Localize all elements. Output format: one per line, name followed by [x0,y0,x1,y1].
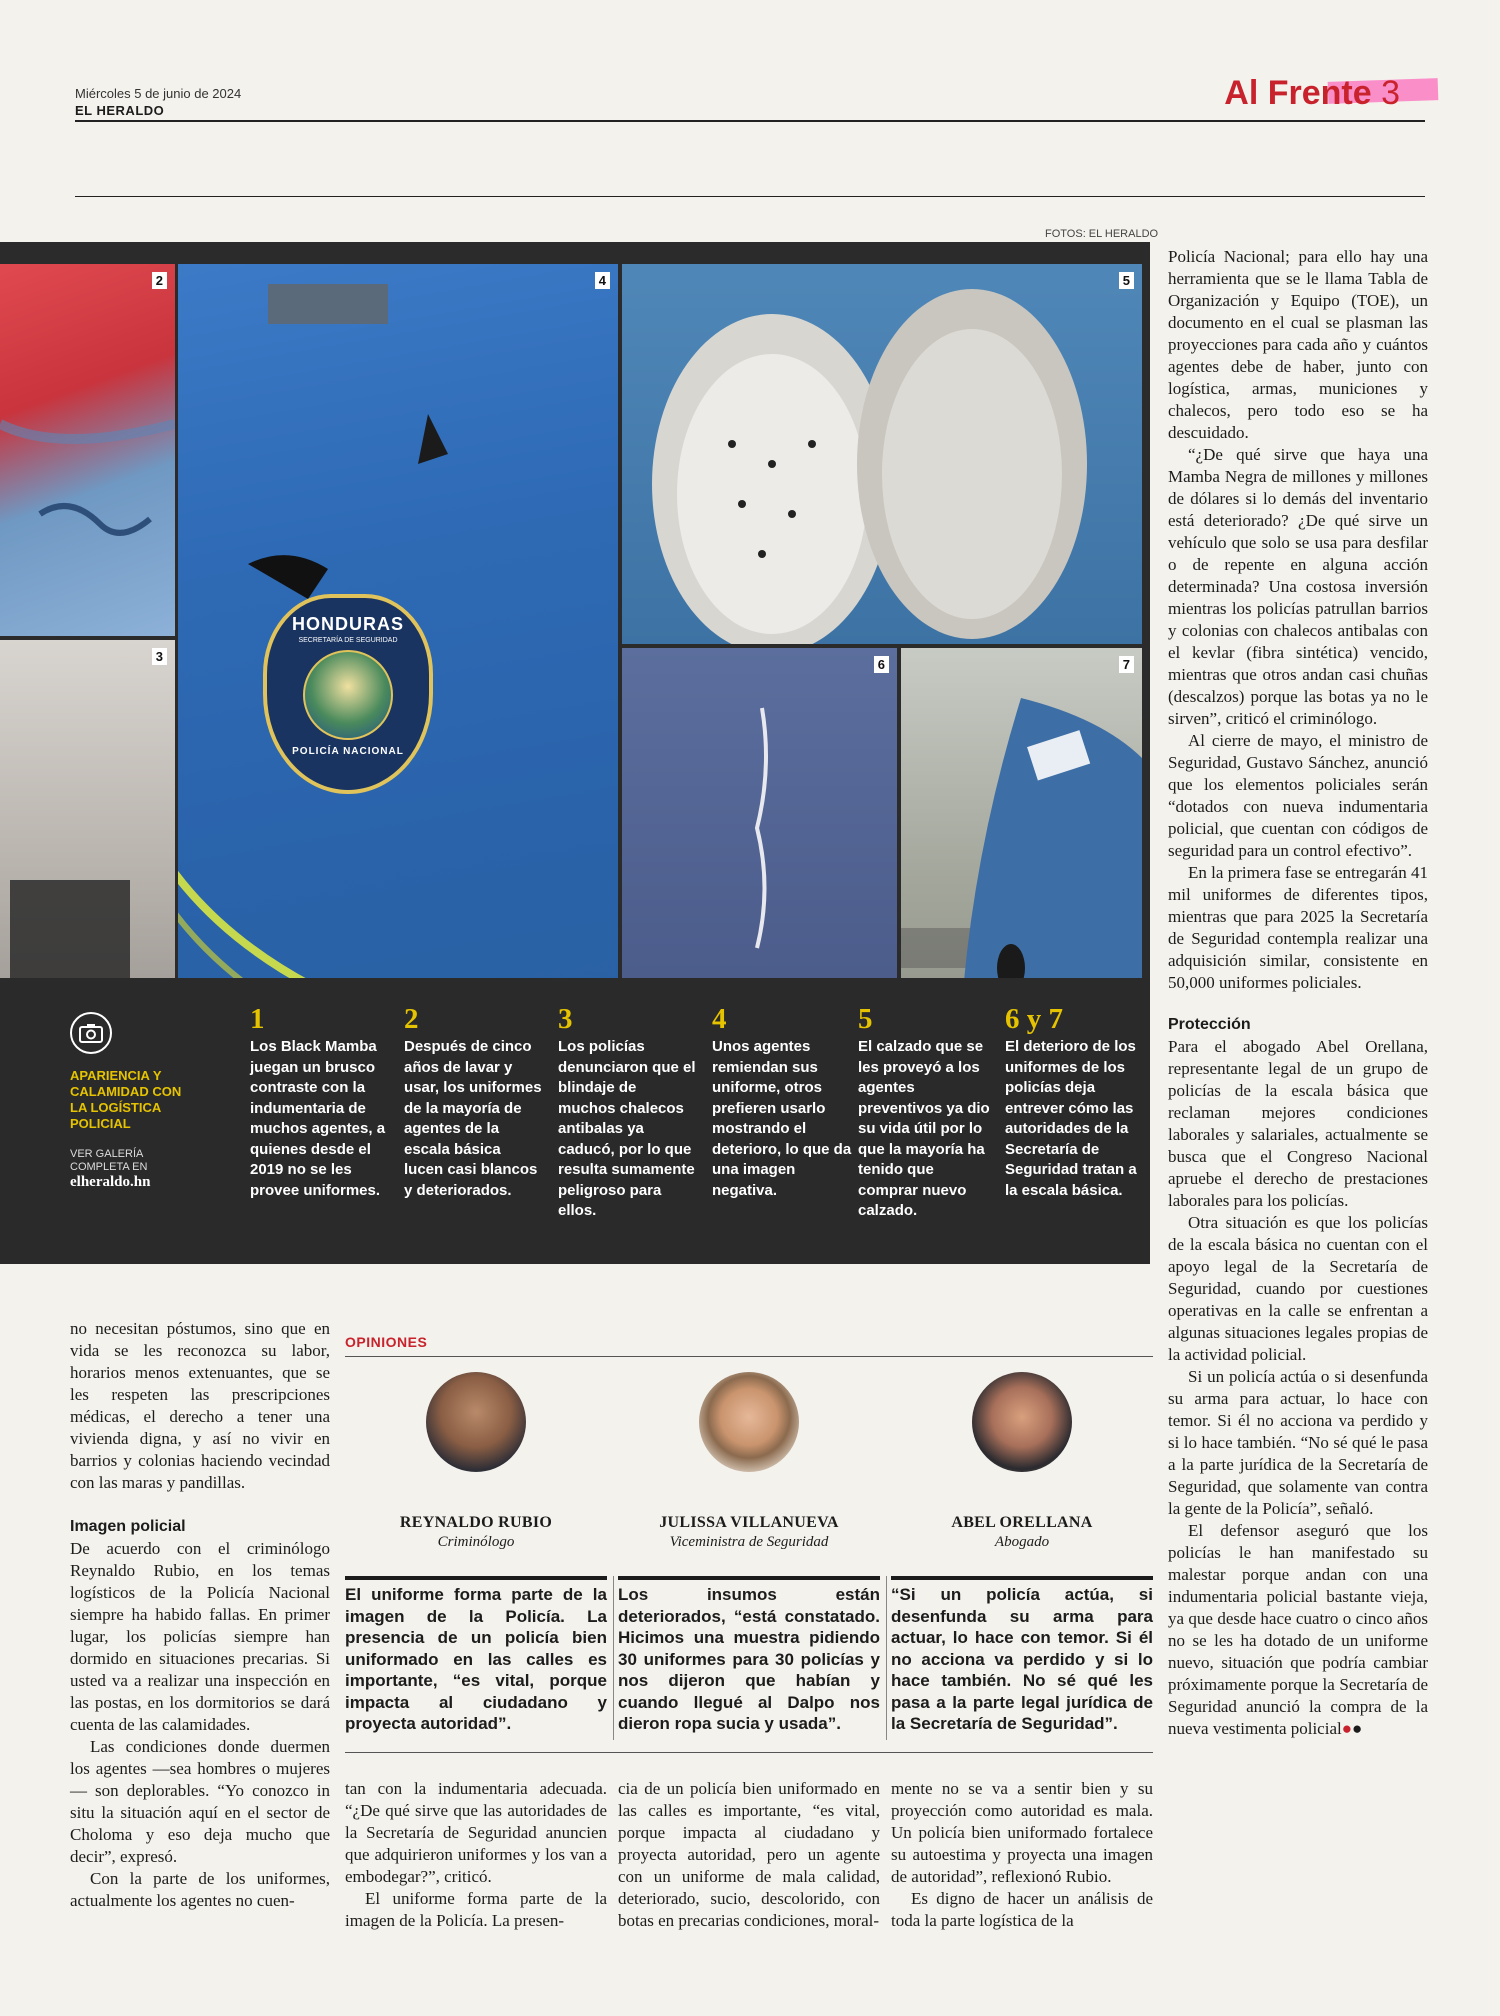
end-mark: ● [1341,1719,1352,1738]
caption-3 [558,1003,698,1222]
gallery-link[interactable]: elheraldo.hn [70,1174,151,1190]
caption-number: 2 [404,1003,419,1035]
caption-text: Unos agentes remiendan sus uniforme, otros prefieren usarlo mostrando el deterioro, lo que da una imagen negativa. [712,1038,852,1199]
gallery-title: APARIENCIA Y CALAMIDAD CON LA LOGÍSTICA POLICIAL [70,1068,182,1131]
paragraph: Las condiciones donde duermen los agentes —sea hombres o mujeres— son deplorables. “Yo conozco in situ la situación aquí en el sector de Choloma y eso deja mucho que decir”, expresó. [70,1737,330,1866]
patch-top-text: HONDURAS [291,614,404,634]
person-name: REYNALDO RUBIO [399,1514,553,1531]
caption-number: 5 [858,1003,873,1035]
photo-5 [622,264,1142,644]
patch-shield-icon [303,650,393,740]
paragraph: El uniforme forma parte de la imagen de la Policía. La presen- [345,1889,607,1930]
honduras-patch [263,594,433,794]
opinions-bottom-rule [345,1752,1153,1753]
photo-credit: FOTOS: EL HERALDO [1045,228,1159,240]
caption-text: Los Black Mamba juegan un brusco contraste con la indumentaria de muchos agentes, a quienes desde el 2019 no se les provee uniformes. [250,1038,386,1199]
paragraph: no necesitan póstumos, sino que en vida se les reconozca su labor, horarios menos extenuantes, que se les respeten las prescripciones médicas, el derecho a tener una vivienda digna, y así no vivir en barrios y colonias haciendo vecindad con las maras y pandillas. [70,1319,330,1492]
caption-5 [858,1003,998,1222]
section-title [1224,74,1400,113]
paragraph: “¿De qué sirve que haya una Mamba Negra de millones y millones de dólares si lo demás del inventario está deteriorado? ¿De qué sirve un vehículo que solo se usa para desfilar o de repente en alguna acción determinada? Una costosa inversión mientras los policías patrullan barrios y colonias con chalecos antibalas con el kevlar (fibra sintética) vencido, mientras que otros andan casi chuñas (descalzos) porque las botas ya no le sirven”, criticó el criminólogo. [1168,445,1428,728]
paragraph: Si un policía actúa o si desenfunda su arma para actuar, lo hace con temor. Si él no acciona va perdido y si lo hace también. “No sé qué le pasa a la parte jurídica de la Secretaría de Seguridad, que solamente van contra la gente de la Policía”, señaló. [1168,1367,1428,1518]
article-column-bottom-2 [618,1778,880,1932]
paragraph: Para el abogado Abel Orellana, representante legal de un grupo de policías de la escala básica que reclaman mejores condiciones laborales y salariales, actualmente se busca que el Congreso Nacional apruebe el derecho de prestaciones laborales para los policías. [1168,1037,1428,1210]
sleeve-tear-illustration [0,264,175,636]
photo-number: 4 [595,272,610,289]
gallery-camera [70,1012,195,1054]
paragraph: Al cierre de mayo, el ministro de Seguridad, Gustavo Sánchez, anunció que los elementos policiales serán “dotados con nueva indumentaria policial, que cuentan con códigos de seguridad para un control efectivo”. [1168,731,1428,860]
subheading-imagen-policial: Imagen policial [70,1518,186,1535]
caption-number: 1 [250,1003,265,1035]
paragraph: Otra situación es que los policías de la escala básica no cuentan con el apoyo legal de la Secretaría de Seguridad, cuando por cuestiones operativas en la calle se enfrentan a algunas situaciones legales propias de la actividad policial. [1168,1213,1428,1364]
page-number: 3 [1381,74,1400,112]
caption-number: 4 [712,1003,727,1035]
caption-text: El deterioro de los uniformes de los policías deja entrever cómo las autoridades de la Secretaría de Seguridad tratan a la escala básica. [1005,1038,1137,1199]
patch-bottom-text: POLICÍA NACIONAL [292,746,404,757]
avatar [426,1372,526,1472]
issue-date: Miércoles 5 de junio de 2024 [75,86,242,101]
camera-icon [70,1012,112,1054]
article-column-bottom-1 [345,1778,607,1932]
avatar [699,1372,799,1472]
gallery-note: VER GALERÍA COMPLETA EN [70,1148,148,1173]
paragraph-text: El defensor aseguró que los policías le han manifestado su malestar porque andan con una indumentaria policial bastante vieja, ya que desde hace cuatro o cinco años no se les ha dotado de un uniforme nuevo, situación que podría cambiar próximamente porque la Secretaría de Seguridad anunció la compra de la nueva vestimenta policial [1168,1521,1428,1738]
caption-number: 6 y 7 [1005,1003,1063,1035]
opinions-top-rule [345,1356,1153,1357]
opinion-person-3 [891,1372,1153,1551]
publication-name: EL HERALDO [75,103,165,118]
paragraph: Es digno de hacer un análisis de toda la parte logística de la [891,1889,1153,1930]
caption-6-7 [1005,1003,1145,1201]
person-role: Criminólogo [437,1534,515,1550]
opinion-quote-1: El uniforme forma parte de la imagen de la Policía. La presencia de un policía bien uniformado en las calles es importante, “es vital, porque impacta al ciudadano y proyecta autoridad”. [345,1576,607,1735]
opinion-person-2 [618,1372,880,1551]
worn-shoes-illustration [622,264,1142,644]
opinion-quote-3: “Si un policía actúa, si desenfunda su arma para actuar, lo hace con temor. Si él no acciona va perdido y si lo hace también. No sé qué les pasa a la parte legal jurídica de la Secretaría de Seguridad”. [891,1576,1153,1735]
paragraph: mente no se va a sentir bien y su proyección como autoridad es mala. Un policía bien uniformado fortalece su autoestima y proyecta una imagen de autoridad”, reflexionó Rubio. [891,1779,1153,1886]
caption-number: 3 [558,1003,573,1035]
header-rule-lower [75,196,1425,197]
article-column-right [1168,246,1428,1740]
caption-text: El calzado que se les proveyó a los agentes preventivos ya dio su vida útil por lo que la mayoría ha tenido que comprar nuevo calzado. [858,1038,990,1219]
subheading-proteccion: Protección [1168,1016,1251,1033]
paragraph: Policía Nacional; para ello hay una herramienta que se le llama Tabla de Organización y Equipo (TOE), un documento en el cual se plasman las proyecciones para cada año y cuántos agentes debe de haber, junto con logística, armas, municiones y chalecos, pero todo eso se ha descuidado. [1168,247,1428,442]
paragraph: Con la parte de los uniformes, actualmente los agentes no cuen- [70,1869,330,1910]
photo-2 [0,264,175,636]
paragraph: En la primera fase se entregarán 41 mil uniformes de diferentes tipos, mientras que para 2025 la Secretaría de Seguridad contempla realizar una adquisición similar, consistente en 50,000 uniformes policiales. [1168,863,1428,992]
quote-divider [886,1576,887,1740]
paragraph: El defensor aseguró que los policías le han manifestado su malestar porque andan con una indumentaria policial bastante vieja, ya que desde hace cuatro o cinco años no se les ha dotado de un uniforme nuevo, situación que podría cambiar próximamente porque la Secretaría de Seguridad anunció la compra de la nueva vestimenta policial●● [1168,1521,1428,1738]
avatar [972,1372,1072,1472]
person-role: Viceministra de Seguridad [669,1534,829,1550]
header-rule [75,120,1425,122]
caption-text: Después de cinco años de lavar y usar, los uniformes de la mayoría de agentes de la escala básica lucen casi blancos y deteriorados. [404,1038,542,1199]
article-column-bottom-3 [891,1778,1153,1932]
paragraph: cia de un policía bien uniformado en las calles es importante, “es vital, porque impacta al ciudadano y proyecta autoridad, pero un agente con un uniforme de mala calidad, deteriorado, sucio, descolorido, con botas en precarias condiciones, moral- [618,1779,880,1930]
article-column-left [70,1318,330,1912]
section-name: Al Frente [1224,74,1372,112]
opinion-quote-2: Los insumos están deteriorados, “está constatado. Hicimos una muestra pidiendo 30 uniformes para 30 policías y nos dijeron que habían y cuando llegué al Dalpo nos dieron ropa sucia y usada”. [618,1576,880,1735]
paragraph: tan con la indumentaria adecuada. “¿De qué sirve que las autoridades de la Secretaría de Seguridad anuncien que adquirieron uniformes y los van a embodegar?”, criticó. [345,1779,607,1886]
caption-1 [250,1003,390,1201]
photo-number: 2 [152,272,167,289]
opinions-label: OPINIONES [345,1334,428,1350]
caption-text: Los policías denunciaron que el blindaje de muchos chalecos antibalas ya caducó, por lo que resulta sumamente peligroso para ellos. [558,1038,696,1219]
patch-sub-text: SECRETARÍA DE SEGURIDAD [298,637,398,644]
person-name: JULISSA VILLANUEVA [659,1514,839,1531]
photo-number: 3 [152,648,167,665]
caption-2 [404,1003,544,1201]
person-name: ABEL ORELLANA [951,1514,1093,1531]
photo-number: 5 [1119,272,1134,289]
paragraph: De acuerdo con el criminólogo Reynaldo Rubio, en los temas logísticos de la Policía Nacional siempre ha habido fallas. En primer lugar, los policías siempre han dormido en situaciones precarias. Si usted va a realizar una inspección en las postas, en los dormitorios se dará cuenta de las calamidades. [70,1539,330,1734]
opinion-person-1 [345,1372,607,1551]
photo-number: 7 [1119,656,1134,673]
caption-4 [712,1003,852,1201]
photo-number: 6 [874,656,889,673]
quote-divider [613,1576,614,1740]
person-role: Abogado [994,1534,1050,1550]
